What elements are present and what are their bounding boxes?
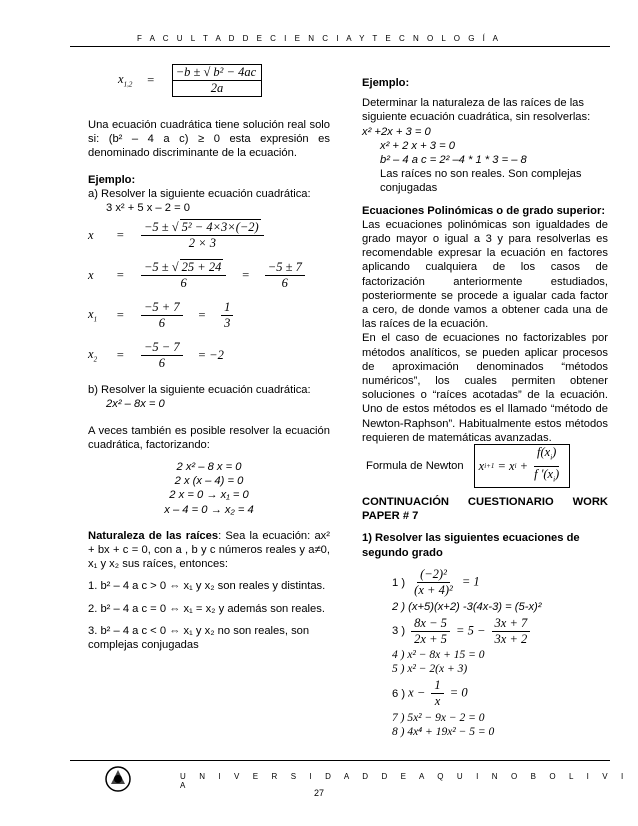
nature-text: : Sea la ecuación: ax² + bx + c = 0, con a , b y c números reales y a≠0, x₁ y x₂ sus raíces, entonces: (88, 529, 330, 571)
polynomial-paragraph-1: Las ecuaciones polinómicas son igualdades de grado mayor o igual a 3 y para resolverlas es recomendable expresar la ecuación en factores aplicando cualquiera de los casos de factorización anteriormente estudiados, posteriormente se procede a igualar cada factor a cero, de donde vamos a obtener cada una de las raíces de la ecuación. (362, 218, 608, 331)
exercise-3: 3 ) $\frac{8x - 5}{2x + 5}$ = 5 − $\frac{3x + 7}{3x + 2}$ (392, 614, 608, 648)
page-number: 27 (313, 788, 324, 798)
example-a-equation: 3 x² + 5 x – 2 = 0 (106, 202, 190, 215)
polynomial-paragraph-2: En el caso de ecuaciones no factorizables por métodos analíticos, se pueden aplicar procesos de aproximación denominados “métodos numéricos”, los cuales permiten obtener soluciones o “raíces acotadas” de la ecuación. Uno de estos métodos es el llamado “método de Newton-Raphson”. Habitualmente estos métodos requieren de matemáticas avanzadas. (362, 332, 608, 444)
factoring-step-1: 2 x² – 8 x = 0 (176, 461, 242, 474)
exercise-2: 2 ) (x+5)(x+2) -3(4x-3) = (5-x)² (392, 600, 542, 613)
example-conclusion: Las raíces no son reales. Son complejas conjugadas (380, 168, 582, 195)
factoring-text: A veces también es posible resolver la ecuación cuadrática, factorizando: (88, 424, 330, 451)
example-eq-3: b² – 4 a c = 2² –4 * 1 * 3 = – 8 (380, 154, 527, 167)
discriminant-text: Una ecuación cuadrática tiene solución real solo si: (b² – 4 a c) ≥ 0 esta expresión es denominado discriminante de la ecuación. (88, 119, 330, 160)
quadratic-formula: $x_{1,2}$ = $\frac{\text{−b ± √ b² − 4ac}}{2a}$ (118, 62, 330, 98)
factoring-step-3: 2 x = 0 → x₁ = 0 (169, 489, 249, 502)
questionnaire-title: CONTINUACIÓN CUESTIONARIO WORK PAPER # 7 (362, 496, 608, 523)
factoring-step-2: 2 x (x – 4) = 0 (174, 475, 244, 488)
left-column (88, 62, 330, 652)
example-eq-1: x² +2x + 3 = 0 (362, 125, 431, 138)
example-eq-2: x² + 2 x + 3 = 0 (380, 139, 455, 152)
nature-case-2: 2. b² – 4 a c = 0 ⇔ x₁ = x₂ y además son reales. (88, 602, 325, 615)
right-column (362, 62, 608, 739)
example-text-right: Determinar la naturaleza de las raíces de las siguiente ecuación cuadrática, sin resolverlas: (362, 97, 591, 124)
exercise-list (362, 566, 608, 739)
page-header: F A C U L T A D D E C I E N C I A Y T E C N O L O G Í A (136, 34, 502, 43)
newton-label: Formula de Newton (366, 460, 464, 473)
nature-title: Naturaleza de las raíces (88, 529, 219, 542)
question-1: 1) Resolver las siguientes ecuaciones de segundo grado (362, 532, 580, 559)
example-a: a) Resolver la siguiente ecuación cuadrática: (88, 187, 311, 200)
footer-rule (70, 760, 610, 761)
exercise-6: 6 ) x − $\frac{1}{x}$ = 0 (392, 678, 468, 708)
solution-x1: $x_1$ = $\frac{-5 + 7}{6}$ = $\frac{1}{3}$ (88, 295, 330, 335)
solution-step-1: x = $\frac{\text{−5 ± √ 5² − 4×3×(−2)}}{2 \times 3}$ (88, 215, 330, 255)
example-title: Ejemplo: (88, 173, 136, 186)
example-b: b) Resolver la siguiente ecuación cuadrática: (88, 384, 311, 397)
exercise-8: 8 ) 4x⁴ + 19x² − 5 = 0 (392, 725, 495, 738)
example-b-equation: 2x² – 8x = 0 (106, 398, 165, 411)
exercise-1: 1 ) $\frac{\text{(−2)²}}{\text{(x + 4)²}}$ = 1 (392, 567, 480, 598)
solution-x2: $x_2$ = $\frac{-5 - 7}{6}$ = −2 (88, 339, 224, 370)
solution-step-2: x = $\frac{-5 \pm √ 25 + 24}{6}$ = $\frac{-5 \pm 7}{6}$ (88, 255, 330, 295)
exercise-4: 4 ) x² − 8x + 15 = 0 (392, 649, 485, 662)
factoring-step-4: x – 4 = 0 → x₂ = 4 (164, 503, 254, 516)
header-rule (70, 46, 610, 47)
polynomial-title: Ecuaciones Polinómicas o de grado superior: (362, 204, 606, 217)
exercise-7: 7 ) 5x² − 9x − 2 = 0 (392, 711, 485, 724)
newton-formula: Formula de Newton x i+1 = x i + $\frac{f(x_i)}{f '(x_i)}$ (366, 445, 608, 487)
exercise-5: 5 ) x² − 2(x + 3) (392, 663, 468, 676)
example-title-right: Ejemplo: (362, 77, 410, 89)
page-footer: U N I V E R S I D A D D E A Q U I N O B O L I V I A (180, 772, 629, 790)
nature-case-1: 1. b² – 4 a c > 0 ⇔ x₁ y x₂ son reales y distintas. (88, 580, 326, 593)
nature-case-3: 3. b² – 4 a c < 0 ⇔ x₁ y x₂ no son reales, son complejas conjugadas (88, 624, 310, 652)
